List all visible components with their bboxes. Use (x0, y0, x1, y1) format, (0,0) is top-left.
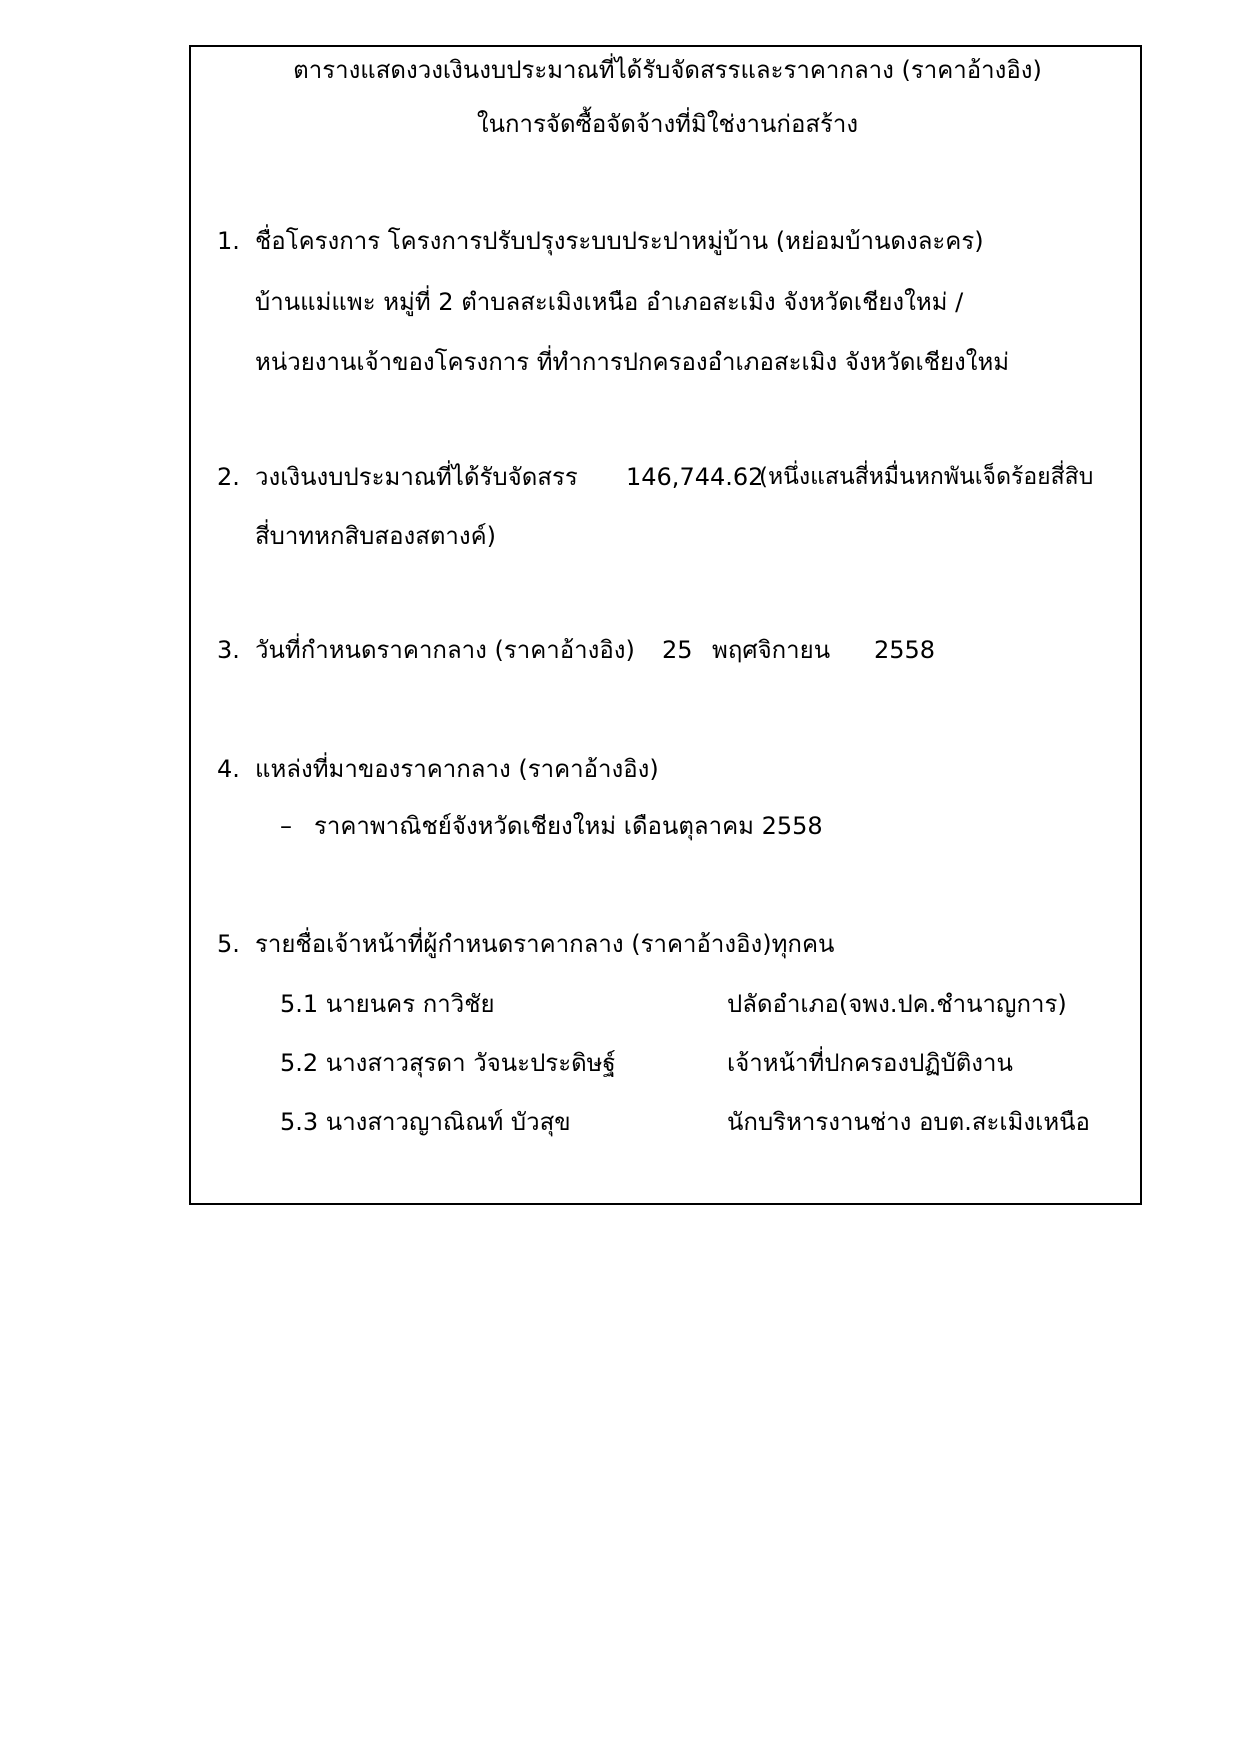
document-title-line1: ตารางแสดงวงเงินงบประมาณที่ได้รับจัดสรรและราคากลาง (ราคาอ้างอิง) (293, 56, 1042, 84)
item4-bullet: – (280, 812, 292, 840)
item2-label: วงเงินงบประมาณที่ได้รับจัดสรร (255, 463, 578, 491)
item5-label: รายชื่อเจ้าหน้าที่ผู้กำหนดราคากลาง (ราคาอ้างอิง)ทุกคน (255, 930, 835, 958)
member-position: ปลัดอำเภอ(จพง.ปค.ชำนาญการ) (727, 990, 1067, 1018)
item3-year: 2558 (874, 636, 936, 664)
item3-number: 3. (217, 636, 240, 664)
document-frame (189, 45, 1142, 1205)
member-name: 5.3 นางสาวญาณิณท์ บัวสุข (280, 1108, 571, 1136)
item1-line2: บ้านแม่แพะ หมู่ที่ 2 ตำบลสะเมิงเหนือ อำเภอสะเมิง จังหวัดเชียงใหม่ / (255, 288, 964, 316)
member-name: 5.2 นางสาวสุรดา วัจนะประดิษฐ์ (280, 1049, 616, 1077)
item2-amount-text-line2: สี่บาทหกสิบสองสตางค์) (255, 522, 497, 550)
item3-day: 25 (662, 636, 693, 664)
item2-number: 2. (217, 463, 240, 491)
item2-amount-text-line1: (หนึ่งแสนสี่หมื่นหกพันเจ็ดร้อยสี่สิบ (759, 464, 1094, 490)
item5-number: 5. (217, 930, 240, 958)
document-title-line2: ในการจัดซื้อจัดจ้างที่มิใช่งานก่อสร้าง (476, 110, 859, 138)
member-name: 5.1 นายนคร กาวิชัย (280, 990, 495, 1018)
item3-label: วันที่กำหนดราคากลาง (ราคาอ้างอิง) (255, 636, 635, 664)
item4-number: 4. (217, 755, 240, 783)
member-position: เจ้าหน้าที่ปกครองปฏิบัติงาน (727, 1049, 1013, 1077)
item4-source: ราคาพาณิชย์จังหวัดเชียงใหม่ เดือนตุลาคม 2558 (314, 812, 823, 840)
item4-label: แหล่งที่มาของราคากลาง (ราคาอ้างอิง) (255, 755, 659, 783)
item1-line1: ชื่อโครงการ โครงการปรับปรุงระบบประปาหมู่บ้าน (หย่อมบ้านดงละคร) (255, 227, 984, 255)
item1-line3: หน่วยงานเจ้าของโครงการ ที่ทำการปกครองอำเภอสะเมิง จังหวัดเชียงใหม่ (255, 348, 1010, 376)
member-position: นักบริหารงานช่าง อบต.สะเมิงเหนือ (727, 1108, 1090, 1136)
item2-amount: 146,744.62 (626, 463, 764, 491)
item3-month: พฤศจิกายน (712, 636, 831, 664)
item1-number: 1. (217, 227, 240, 255)
